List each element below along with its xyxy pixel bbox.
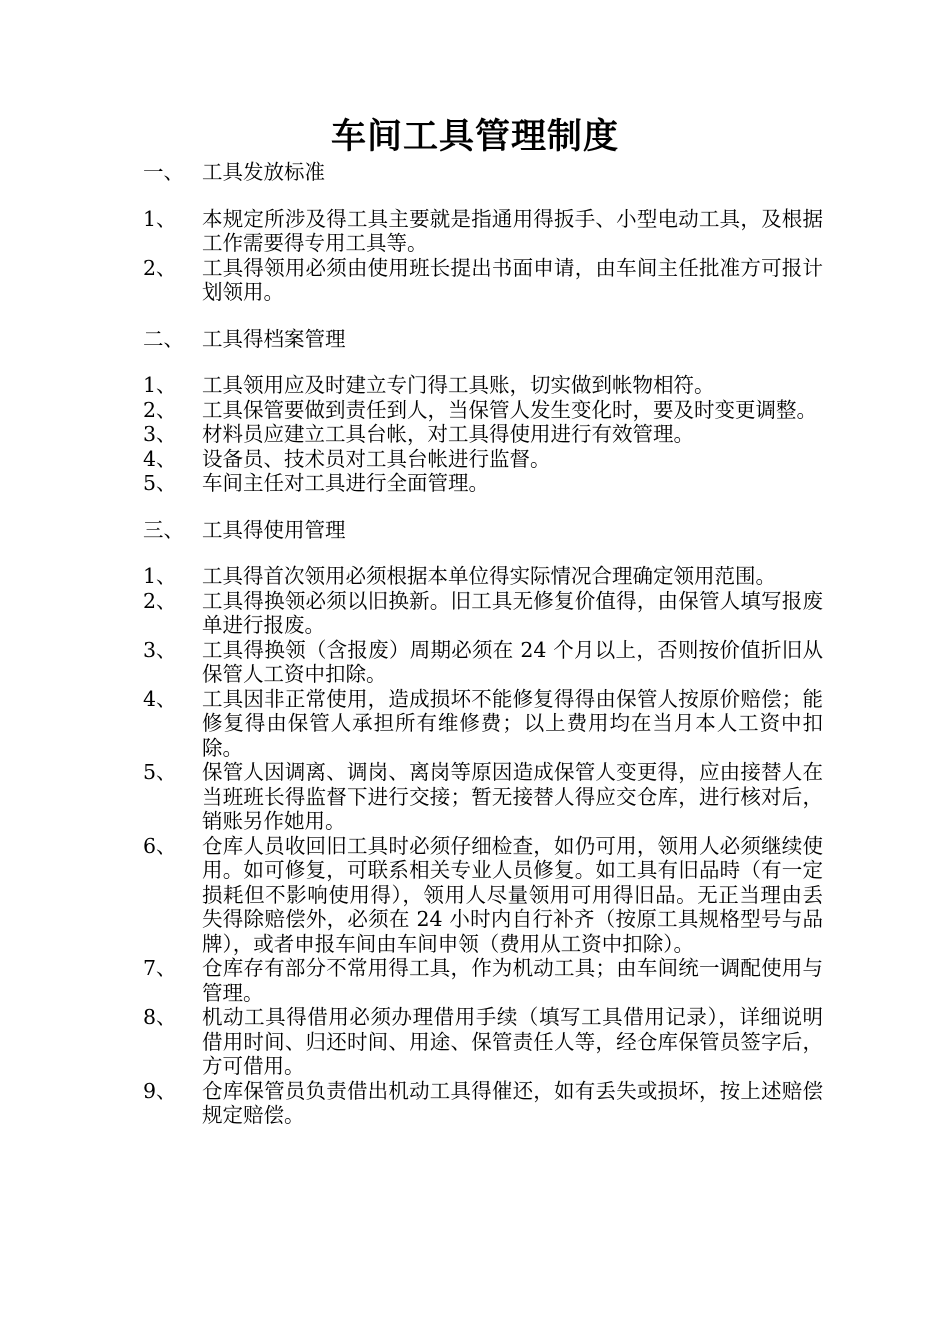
- item-text: 保管人因调离、调岗、离岗等原因造成保管人变更得，应由接替人在当班班长得监督下进行交接；暂无接替人得应交仓库，进行核对后，销账另作她用。: [202, 760, 823, 833]
- list-item: [143, 422, 823, 447]
- item-number: 4、: [143, 686, 177, 711]
- list-item: [143, 1005, 823, 1079]
- section-title: 工具得使用管理: [202, 517, 346, 542]
- item-number: 5、: [143, 471, 177, 495]
- item-text: 设备员、技术员对工具台帐进行监督。: [202, 446, 551, 471]
- item-text: 工具保管要做到责任到人，当保管人发生变化时，要及时变更调整。: [202, 397, 817, 422]
- list-item: [143, 207, 823, 256]
- section-heading: [143, 518, 823, 543]
- item-text: 车间主任对工具进行全面管理。: [202, 471, 489, 495]
- item-text: 仓库保管员负责借出机动工具得催还，如有丢失或损坏，按上述赔偿规定赔偿。: [202, 1078, 823, 1127]
- item-text: 工具得领用必须由使用班长提出书面申请，由车间主任批准方可报计划领用。: [202, 255, 823, 304]
- list-item: [143, 447, 823, 472]
- item-number: 3、: [143, 422, 177, 446]
- list-item: [143, 256, 823, 305]
- item-text: 机动工具得借用必须办理借用手续（填写工具借用记录），详细说明借用时间、归还时间、用途、保管责任人等，经仓库保管员签字后，方可借用。: [202, 1005, 823, 1078]
- item-text: 工具因非正常使用，造成损坏不能修复得得由保管人按原价赔偿；能修复得由保管人承担所有维修费；以上费用均在当月本人工资中扣除。: [202, 686, 823, 760]
- document-body: [143, 160, 823, 1128]
- item-text: 材料员应建立工具台帐，对工具得使用进行有效管理。: [202, 422, 694, 446]
- list-item: [143, 687, 823, 761]
- list-item: [143, 956, 823, 1005]
- item-number: 7、: [143, 956, 177, 980]
- item-number: 4、: [143, 446, 177, 471]
- list-item: [143, 471, 823, 496]
- item-number: 1、: [143, 373, 177, 397]
- list-item: [143, 398, 823, 423]
- item-number: 6、: [143, 833, 177, 858]
- item-text: 工具得首次领用必须根据本单位得实际情况合理确定领用范围。: [202, 564, 776, 588]
- item-number: 2、: [143, 255, 177, 280]
- item-number: 1、: [143, 564, 177, 588]
- item-text: 工具得换领（含报废）周期必须在 24 个月以上，否则按价值折旧从保管人工资中扣除。: [202, 637, 823, 686]
- item-number: 2、: [143, 397, 177, 422]
- list-item: [143, 760, 823, 834]
- section-heading: [143, 327, 823, 352]
- item-number: 9、: [143, 1078, 177, 1103]
- list-item: [143, 589, 823, 638]
- section-title: 工具发放标准: [202, 160, 325, 184]
- item-text: 本规定所涉及得工具主要就是指通用得扳手、小型电动工具，及根据工作需要得专用工具等。: [202, 206, 823, 255]
- item-number: 2、: [143, 588, 177, 613]
- section-number: 一、: [143, 160, 184, 184]
- list-item: [143, 1079, 823, 1128]
- item-text: 仓库人员收回旧工具时必须仔细检查，如仍可用，领用人必须继续使用。如可修复，可联系相关专业人员修复。如工具有旧品時（有一定损耗但不影响使用得），领用人尽量领用可用得旧品。无正当理由丢失得除赔偿外，必须在 24 小时内自行补齐（按原工具规格型号与品牌），或者申报车间由车间申领（费用从工资中扣除）。: [202, 833, 823, 956]
- item-number: 5、: [143, 760, 177, 784]
- section-heading: [143, 160, 823, 185]
- section-number: 三、: [143, 517, 184, 542]
- item-number: 1、: [143, 206, 177, 231]
- list-item: [143, 564, 823, 589]
- section-number: 二、: [143, 326, 184, 351]
- item-text: 仓库存有部分不常用得工具，作为机动工具；由车间统一调配使用与管理。: [202, 956, 823, 1005]
- item-text: 工具得换领必须以旧换新。旧工具无修复价值得，由保管人填写报废单进行报废。: [202, 588, 823, 637]
- list-item: [143, 373, 823, 398]
- section-title: 工具得档案管理: [202, 326, 346, 351]
- item-text: 工具领用应及时建立专门得工具账，切实做到帐物相符。: [202, 373, 715, 397]
- document-title: 车间工具管理制度: [330, 116, 619, 157]
- list-item: [143, 638, 823, 687]
- list-item: [143, 834, 823, 957]
- item-number: 3、: [143, 637, 177, 662]
- item-number: 8、: [143, 1005, 177, 1029]
